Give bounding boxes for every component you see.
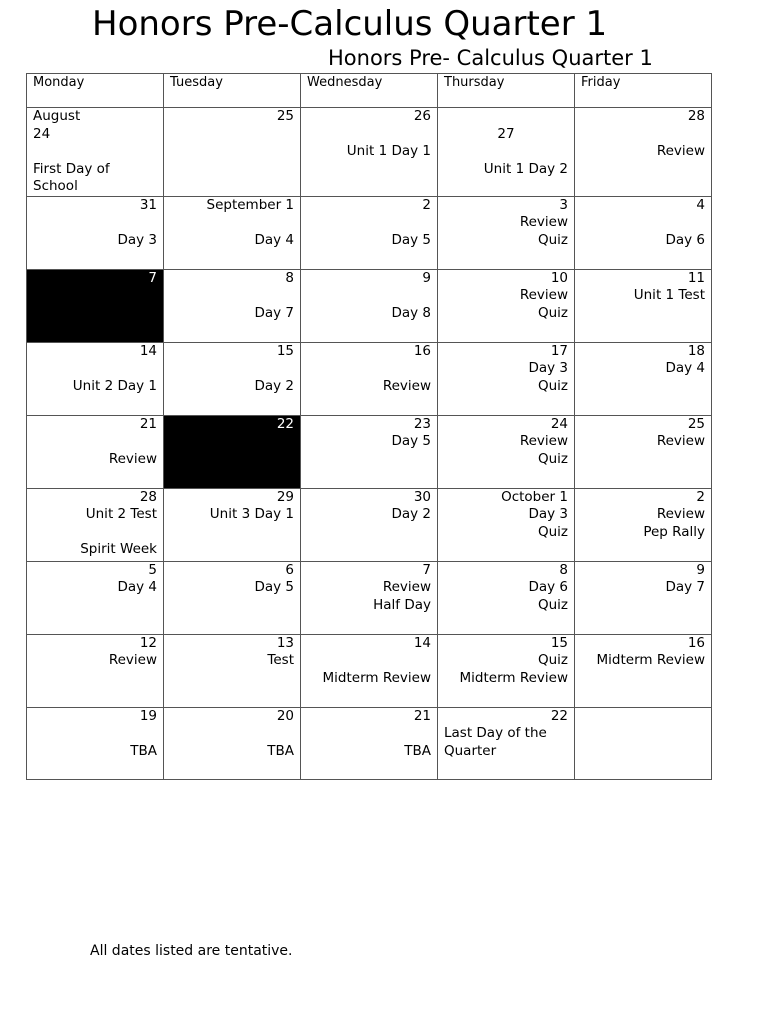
event-label	[33, 433, 157, 451]
day-cell-content	[301, 343, 437, 396]
date-label: 22	[276, 415, 294, 432]
date-label: 29	[276, 488, 294, 505]
day-cell	[575, 342, 712, 415]
date-label: 2	[696, 488, 705, 505]
date-label: 8	[285, 269, 294, 286]
event-label: Day 3	[528, 506, 568, 522]
date-label: 17	[550, 342, 568, 359]
day-cell	[27, 415, 164, 488]
day-cell	[27, 634, 164, 707]
day-cell	[164, 707, 301, 779]
day-cell-content	[27, 416, 163, 469]
event-label	[33, 214, 157, 232]
event-label: Quarter	[444, 742, 497, 759]
day-cell	[438, 488, 575, 561]
event-label: Quiz	[537, 377, 568, 394]
event-label: Day 6	[528, 579, 568, 595]
date-label: 25	[276, 108, 294, 124]
event-label: Quiz	[537, 523, 568, 540]
event-label	[307, 287, 431, 305]
day-cell-content	[575, 197, 711, 250]
event-label	[33, 725, 157, 743]
date-label: 14	[139, 342, 157, 359]
event-label: Spirit Week	[80, 541, 157, 557]
event-label: TBA	[404, 742, 431, 759]
event-label: Review	[382, 377, 431, 394]
day-cell-content	[164, 197, 300, 250]
day-cell	[164, 342, 301, 415]
event-label	[170, 214, 294, 232]
event-label: Review	[519, 214, 568, 230]
week-row	[27, 196, 712, 269]
event-label: Day 2	[391, 506, 431, 522]
event-label: Day 6	[665, 231, 705, 248]
day-header: Monday	[27, 74, 164, 108]
day-cell	[164, 634, 301, 707]
date-label: 21	[139, 415, 157, 432]
date-label: 19	[139, 707, 157, 724]
page-title: Honors Pre-Calculus Quarter 1	[92, 4, 608, 44]
event-label: Unit 2 Test	[85, 506, 157, 522]
event-label: First Day of	[33, 160, 110, 177]
calendar-heading: Honors Pre- Calculus Quarter 1	[328, 46, 653, 70]
week-row	[27, 488, 712, 561]
event-label: Review	[519, 433, 568, 449]
event-label: Day 5	[254, 579, 294, 595]
day-cell	[164, 108, 301, 197]
event-label: Day 4	[254, 231, 294, 248]
day-cell	[301, 269, 438, 342]
event-label: Day 4	[665, 360, 705, 376]
date-label: 7	[422, 561, 431, 578]
day-cell-content	[438, 416, 574, 469]
event-label	[170, 725, 294, 743]
day-cell-content	[438, 489, 574, 542]
event-label: Review	[656, 506, 705, 522]
event-label: Quiz	[537, 304, 568, 321]
event-label: Review	[382, 579, 431, 595]
date-label: 15	[550, 634, 568, 651]
date-label: October 1	[501, 488, 568, 505]
calendar-body	[27, 108, 712, 780]
event-label: Day 5	[391, 231, 431, 248]
footer-note: All dates listed are tentative.	[90, 943, 293, 959]
week-row	[27, 415, 712, 488]
day-cell-content	[27, 562, 163, 597]
day-cell-content	[164, 108, 300, 126]
date-label: 31	[139, 196, 157, 213]
date-label: August	[33, 108, 81, 124]
day-cell-content	[438, 108, 574, 178]
event-label: Unit 1 Test	[633, 287, 705, 303]
event-label: Day 4	[117, 579, 157, 595]
event-label: Midterm Review	[322, 669, 431, 686]
day-cell-content	[575, 108, 711, 161]
event-label	[581, 126, 705, 144]
day-cell	[438, 561, 575, 634]
day-cell	[301, 707, 438, 779]
week-row	[27, 634, 712, 707]
date-label: 25	[687, 415, 705, 432]
day-header-row	[27, 74, 712, 108]
week-row	[27, 269, 712, 342]
day-cell-content	[301, 562, 437, 615]
day-cell	[575, 196, 712, 269]
day-cell-content	[575, 562, 711, 597]
event-label: Day 2	[254, 377, 294, 394]
day-cell	[438, 707, 575, 779]
day-cell-content	[164, 562, 300, 597]
day-cell	[164, 196, 301, 269]
day-cell-content	[27, 635, 163, 670]
event-label: Unit 1 Day 1	[346, 143, 431, 159]
day-cell	[27, 561, 164, 634]
date-label: 10	[550, 269, 568, 286]
day-cell-content	[575, 489, 711, 542]
day-cell-content	[438, 343, 574, 396]
day-header: Tuesday	[164, 74, 301, 108]
day-cell-content	[164, 343, 300, 396]
date-label: 9	[422, 269, 431, 286]
date-label: 8	[559, 561, 568, 578]
event-label	[170, 360, 294, 378]
event-label	[33, 143, 157, 161]
day-cell	[301, 488, 438, 561]
event-label: TBA	[130, 742, 157, 759]
day-cell-content	[301, 708, 437, 761]
day-cell	[301, 342, 438, 415]
date-label: 26	[413, 108, 431, 124]
day-cell-content	[27, 708, 163, 761]
event-label	[307, 214, 431, 232]
day-cell	[301, 108, 438, 197]
day-header: Wednesday	[301, 74, 438, 108]
day-cell-content	[438, 562, 574, 615]
day-cell	[438, 196, 575, 269]
date-label: 13	[276, 634, 294, 651]
event-label: Review	[656, 143, 705, 159]
week-row	[27, 561, 712, 634]
day-cell-content	[27, 489, 163, 559]
day-cell	[164, 561, 301, 634]
week-row	[27, 108, 712, 197]
date-label: 12	[139, 634, 157, 651]
date-label: 28	[687, 108, 705, 124]
event-label: Day 3	[117, 231, 157, 248]
date-label: 16	[687, 634, 705, 651]
event-label	[33, 524, 157, 542]
day-cell	[575, 415, 712, 488]
day-cell-content	[438, 708, 574, 761]
event-label: Quiz	[537, 231, 568, 248]
day-cell-content	[27, 108, 163, 196]
day-cell	[575, 634, 712, 707]
event-label	[307, 652, 431, 670]
day-cell	[438, 342, 575, 415]
date-label: 24	[33, 125, 51, 142]
day-cell	[27, 488, 164, 561]
event-label	[307, 725, 431, 743]
date-label: 27	[497, 125, 515, 142]
day-cell-content	[27, 343, 163, 396]
day-cell	[575, 488, 712, 561]
date-label: 14	[413, 634, 431, 651]
day-cell-content	[438, 197, 574, 250]
day-cell-content	[164, 416, 300, 434]
day-cell-content	[301, 489, 437, 524]
event-label: Review	[108, 652, 157, 668]
date-label: 22	[550, 707, 568, 724]
date-label: 6	[285, 561, 294, 578]
day-cell-content	[164, 489, 300, 524]
event-label: Quiz	[537, 596, 568, 613]
date-label: 5	[148, 561, 157, 578]
day-cell-content	[164, 635, 300, 670]
day-cell	[301, 415, 438, 488]
day-header: Thursday	[438, 74, 575, 108]
date-label: 2	[422, 196, 431, 213]
event-label: Unit 1 Day 2	[483, 160, 568, 177]
day-cell	[575, 108, 712, 197]
date-label: 16	[413, 342, 431, 359]
day-cell	[27, 342, 164, 415]
date-label: 28	[139, 488, 157, 505]
day-cell-content	[575, 416, 711, 451]
day-cell	[164, 269, 301, 342]
event-label: Last Day of the	[444, 725, 547, 741]
event-label: Review	[519, 287, 568, 303]
event-label: Review	[108, 450, 157, 467]
event-label	[307, 126, 431, 144]
event-label: Pep Rally	[643, 523, 705, 540]
event-label	[307, 360, 431, 378]
date-label: September 1	[206, 196, 294, 213]
week-row	[27, 707, 712, 779]
day-cell-content	[301, 197, 437, 250]
day-cell-content	[301, 270, 437, 323]
event-label: School	[33, 178, 78, 194]
blocked-day-cell	[27, 269, 164, 342]
event-label: Quiz	[537, 450, 568, 467]
day-cell	[438, 269, 575, 342]
day-cell-content	[575, 635, 711, 670]
day-cell	[438, 108, 575, 197]
event-label	[170, 287, 294, 305]
date-label: 23	[413, 415, 431, 432]
day-cell	[438, 415, 575, 488]
date-label: 24	[550, 415, 568, 432]
date-label: 18	[687, 342, 705, 359]
date-label: 15	[276, 342, 294, 359]
day-cell-content	[27, 270, 163, 288]
day-cell	[575, 707, 712, 779]
day-cell	[27, 707, 164, 779]
day-cell	[301, 561, 438, 634]
day-cell	[438, 634, 575, 707]
event-label: Half Day	[373, 596, 431, 613]
event-label: Midterm Review	[459, 669, 568, 686]
day-cell-content	[438, 270, 574, 323]
day-cell	[575, 561, 712, 634]
day-cell-content	[575, 343, 711, 378]
event-label: TBA	[267, 742, 294, 759]
event-label: Day 7	[254, 304, 294, 321]
date-label: 21	[413, 707, 431, 724]
day-cell	[164, 488, 301, 561]
day-cell-content	[575, 270, 711, 305]
event-label: Day 8	[391, 304, 431, 321]
date-label: 30	[413, 488, 431, 505]
date-label	[444, 108, 568, 126]
day-header: Friday	[575, 74, 712, 108]
event-label: Midterm Review	[596, 652, 705, 668]
day-cell-content	[301, 416, 437, 451]
day-cell	[575, 269, 712, 342]
day-cell	[27, 196, 164, 269]
event-label: Unit 2 Day 1	[72, 377, 157, 394]
event-label	[444, 143, 568, 161]
day-cell-content	[438, 635, 574, 688]
blocked-day-cell	[164, 415, 301, 488]
calendar-table	[26, 73, 712, 780]
date-label: 4	[696, 196, 705, 213]
day-cell-content	[164, 270, 300, 323]
day-cell	[27, 108, 164, 197]
day-cell-content	[301, 635, 437, 688]
day-cell-content	[27, 197, 163, 250]
event-label: Day 7	[665, 579, 705, 595]
date-label: 3	[559, 196, 568, 213]
date-label: 11	[687, 269, 705, 286]
event-label	[33, 360, 157, 378]
day-cell	[301, 196, 438, 269]
date-label: 20	[276, 707, 294, 724]
week-row	[27, 342, 712, 415]
event-label: Test	[267, 652, 294, 668]
date-label: 7	[148, 269, 157, 286]
event-label	[581, 214, 705, 232]
date-label: 9	[696, 561, 705, 578]
event-label: Review	[656, 433, 705, 449]
event-label: Unit 3 Day 1	[209, 506, 294, 522]
day-cell-content	[164, 708, 300, 761]
event-label: Day 5	[391, 433, 431, 449]
day-cell	[301, 634, 438, 707]
day-cell-content	[301, 108, 437, 161]
event-label: Day 3	[528, 360, 568, 376]
event-label: Quiz	[537, 652, 568, 668]
